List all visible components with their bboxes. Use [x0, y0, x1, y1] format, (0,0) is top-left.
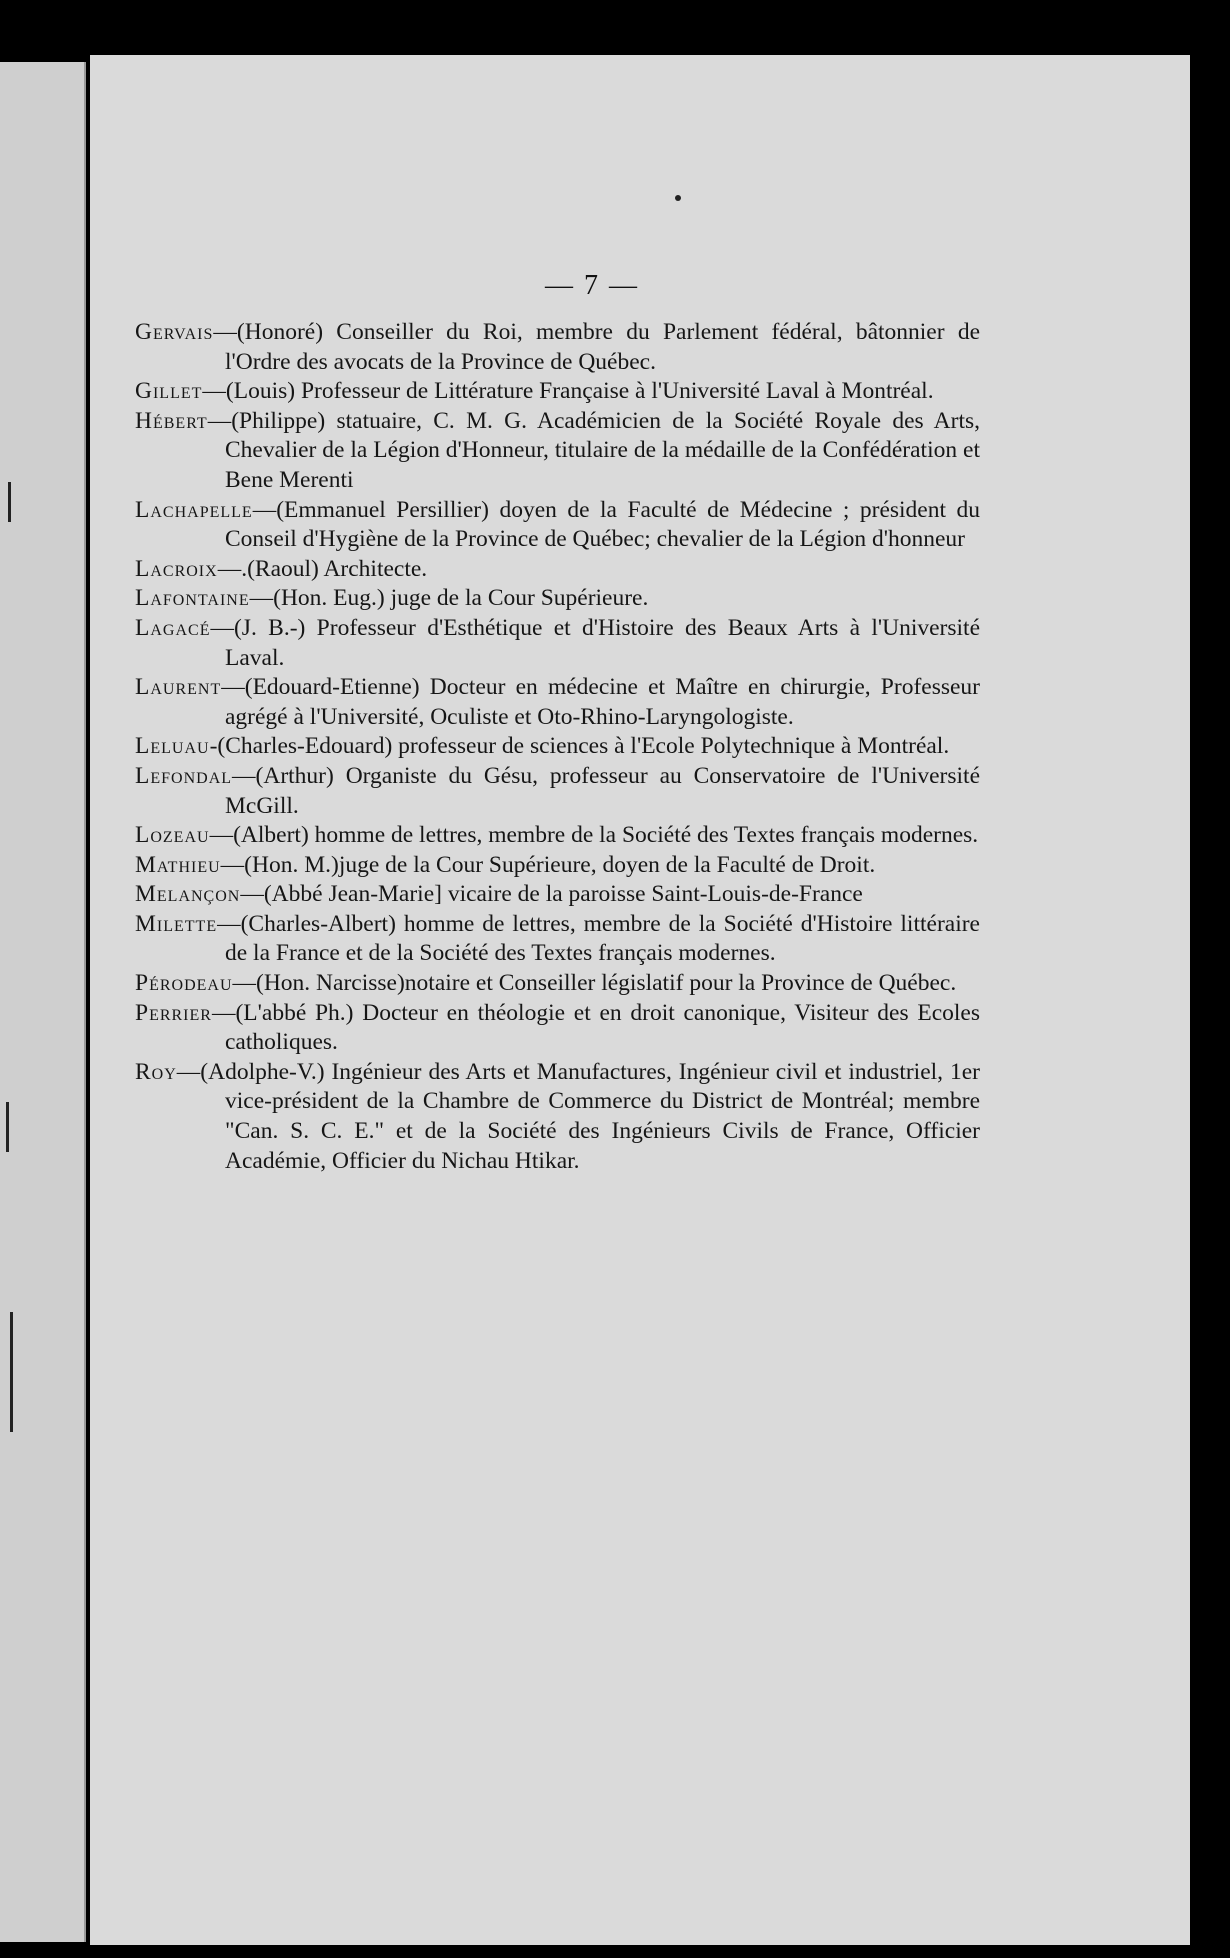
entry-text: —(J. B.-) Professeur d'Esthétique et d'Histoire des Beaux Arts à l'Université Laval. — [210, 614, 980, 671]
list-item — [135, 673, 980, 732]
list-item — [135, 851, 980, 881]
entry-text: —(Philippe) statuaire, C. M. G. Académicien de la Société Royale des Arts, Chevalier de la Légion d'Honneur, titulaire de la médaille de la Confédération et Bene Merenti — [207, 407, 980, 493]
entry-name: Lacroix — [135, 555, 218, 582]
list-item — [135, 999, 980, 1058]
list-item — [135, 1058, 980, 1176]
entry-name: Perrier — [135, 999, 212, 1026]
entry-text: —(Edouard-Etienne) Docteur en médecine et Maître en chirurgie, Professeur agrégé à l'Université, Oculiste et Oto-Rhino-Laryngologiste. — [221, 674, 980, 730]
page-number: — 7 — — [545, 270, 639, 301]
entry-name: Lafontaine — [135, 585, 250, 612]
entry-name: Roy — [135, 1058, 177, 1085]
entry-name: Lagacé — [135, 614, 211, 641]
entry-text: —(Charles-Albert) homme de lettres, membre de la Société d'Histoire littéraire de la France et de la Société des Textes français modernes. — [217, 910, 980, 967]
list-item — [135, 614, 980, 673]
entry-name: Gervais — [135, 319, 214, 345]
list-item — [135, 377, 980, 407]
entry-name: Mathieu — [135, 851, 221, 878]
entry-text: —(Emmanuel Persillier) doyen de la Faculté de Médecine ; président du Conseil d'Hygiène de la Province de Québec; chevalier de la Légion d'honneur — [225, 496, 980, 553]
entry-name: Lozeau — [135, 822, 210, 849]
list-item — [135, 821, 980, 851]
entry-text: —(Hon. Narcisse)notaire et Conseiller législatif pour la Province de Québec. — [232, 970, 957, 997]
binding-mark — [8, 482, 11, 522]
list-item — [135, 584, 980, 614]
entry-name: Pérodeau — [135, 970, 233, 997]
list-item — [135, 318, 980, 377]
entry-text: —(Honoré) Conseiller du Roi, membre du Parlement fédéral, bâtonnier de l'Ordre des avocats de la Province de Québec. — [213, 319, 980, 375]
entry-text: -(Charles-Edouard) professeur de sciences à l'Ecole Polytechnique à Montréal. — [209, 733, 950, 760]
entry-name: Laurent — [135, 674, 222, 701]
list-item — [135, 496, 980, 555]
entry-name: Melançon — [135, 881, 241, 908]
list-item — [135, 969, 980, 999]
list-item — [135, 555, 980, 585]
list-item — [135, 732, 980, 762]
entry-text: —(Arthur) Organiste du Gésu, professeur au Conservatoire de l'Université McGill. — [225, 762, 980, 819]
entry-list — [135, 318, 980, 1176]
list-item — [135, 407, 980, 496]
entry-name: Hébert — [135, 407, 208, 434]
entry-text: —(Hon. M.)juge de la Cour Supérieure, doyen de la Faculté de Droit. — [220, 851, 876, 878]
binding-mark — [6, 1102, 9, 1152]
page-speck — [675, 195, 681, 201]
entry-name: Milette — [135, 910, 218, 937]
list-item — [135, 880, 980, 910]
entry-name: Lachapelle — [135, 496, 253, 523]
list-item — [135, 910, 980, 969]
entry-text: —(L'abbé Ph.) Docteur en théologie et en droit canonique, Visiteur des Ecoles catholiques. — [211, 999, 980, 1056]
entry-text: —(Albert) homme de lettres, membre de la Société des Textes français modernes. — [209, 822, 979, 849]
facing-page-edge — [0, 62, 86, 1942]
entry-name: Leluau — [135, 733, 210, 760]
entry-text: —(Hon. Eug.) juge de la Cour Supérieure. — [249, 585, 649, 612]
entry-name: Gillet — [135, 378, 203, 405]
entry-text: —(Louis) Professeur de Littérature Française à l'Université Laval à Montréal. — [202, 378, 934, 405]
entry-text: —.(Raoul) Architecte. — [217, 555, 428, 582]
entry-text: —(Adolphe-V.) Ingénieur des Arts et Manufactures, Ingénieur civil et industriel, 1er vice-président de la Chambre de Commerce du District de Montréal; membre "Can. S. C. E." et de la Société des Ingénieurs Civils de France, Officier Académie, Officier du Nichau Htikar. — [176, 1058, 980, 1174]
entry-text: —(Abbé Jean-Marie] vicaire de la paroisse Saint-Louis-de-France — [240, 881, 863, 908]
binding-mark — [10, 1312, 13, 1432]
entry-name: Lefondal — [135, 762, 233, 789]
list-item — [135, 762, 980, 821]
